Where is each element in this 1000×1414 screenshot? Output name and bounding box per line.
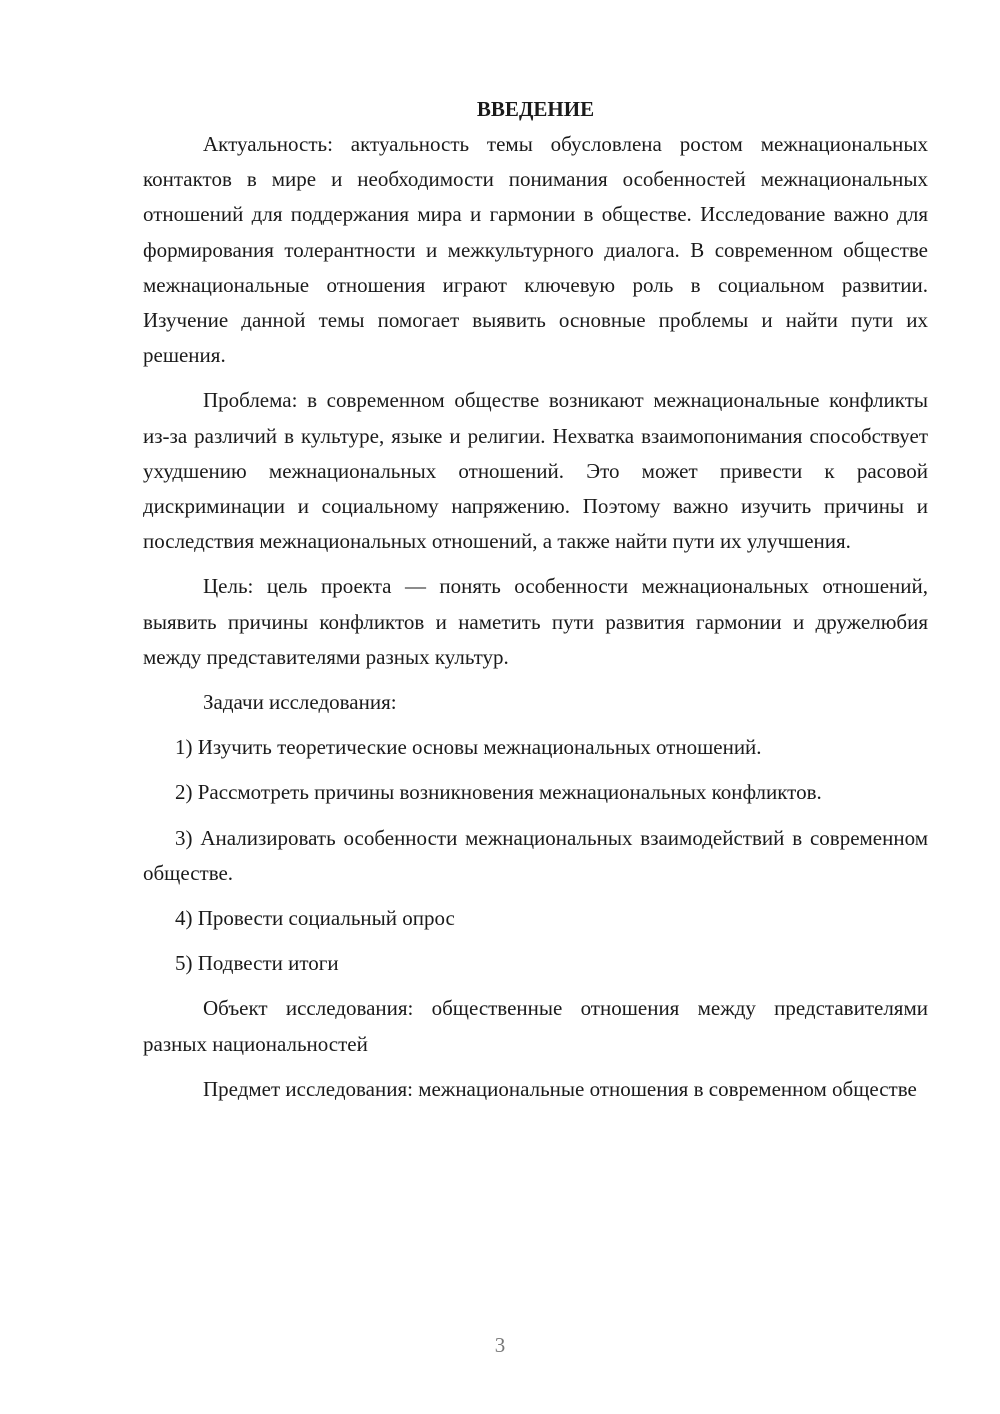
task-item-5: 5) Подвести итоги xyxy=(175,951,339,976)
document-page xyxy=(143,92,928,1117)
paragraph-relevance: Актуальность: актуальность темы обусловлена ростом межнациональных контактов в мире и необходимости понимания особенностей межнациональных отношений для поддержания мира и гармонии в обществе. Исследование важно для формирования толерантности и межкультурного диалога. В современном обществе межнациональные отношения играют ключевую роль в социальном развитии. Изучение данной темы помогает выявить основные проблемы и найти пути их решения. xyxy=(143,132,928,368)
section-title: ВВЕДЕНИЕ xyxy=(476,97,595,121)
paragraph-object: Объект исследования: общественные отношения между представителями разных национальностей xyxy=(143,996,928,1056)
task-item-2: 2) Рассмотреть причины возникновения межнациональных конфликтов. xyxy=(175,780,822,805)
paragraph-goal: Цель: цель проекта — понять особенности межнациональных отношений, выявить причины конфликтов и наметить пути развития гармонии и дружелюбия между представителями разных культур. xyxy=(143,574,928,669)
paragraph-problem: Проблема: в современном обществе возникают межнациональные конфликты из-за различий в культуре, языке и религии. Нехватка взаимопонимания способствует ухудшению межнациональных отношений. Это может привести к расовой дискриминации и социальному напряжению. Поэтому важно изучить причины и последствия межнациональных отношений, а также найти пути их улучшения. xyxy=(143,388,928,554)
page-number: 3 xyxy=(494,1333,506,1357)
task-item-1: 1) Изучить теоретические основы межнациональных отношений. xyxy=(175,735,762,760)
tasks-heading: Задачи исследования: xyxy=(203,690,397,715)
paragraph-subject: Предмет исследования: межнациональные отношения в современном обществе xyxy=(203,1076,917,1101)
task-item-3: 3) Анализировать особенности межнациональных взаимодействий в современном обществе. xyxy=(143,825,928,885)
task-item-4: 4) Провести социальный опрос xyxy=(175,906,455,931)
